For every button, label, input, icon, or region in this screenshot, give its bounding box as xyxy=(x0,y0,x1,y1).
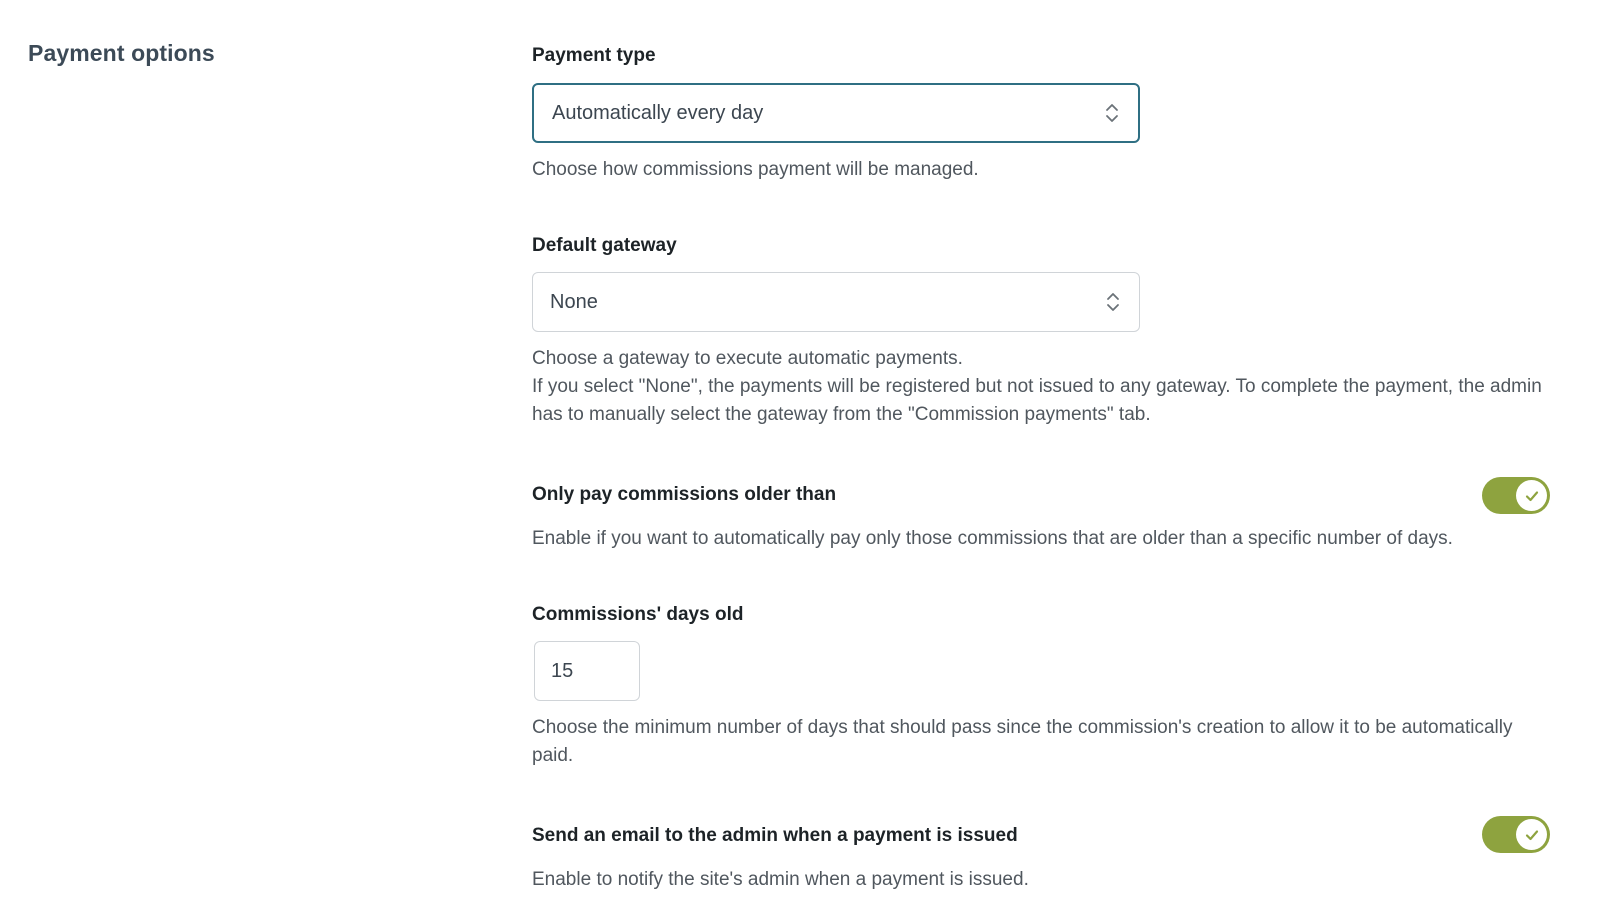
default-gateway-select[interactable] xyxy=(532,272,1140,332)
only-pay-older-label: Only pay commissions older than xyxy=(532,484,837,505)
send-email-label: Send an email to the admin when a payment is issued xyxy=(532,825,1018,846)
payment-type-label: Payment type xyxy=(532,45,656,66)
check-icon xyxy=(1524,827,1540,843)
days-old-description: Choose the minimum number of days that should pass since the commission's creation to allow it to be automatically paid. xyxy=(532,717,1513,766)
days-old-value: 15 xyxy=(551,659,574,682)
default-gateway-value: None xyxy=(550,290,598,313)
toggle-knob xyxy=(1516,480,1547,511)
only-pay-older-description: Enable if you want to automatically pay only those commissions that are older than a specific number of days. xyxy=(532,528,1453,549)
default-gateway-label: Default gateway xyxy=(532,235,677,256)
check-icon xyxy=(1524,488,1540,504)
days-old-input[interactable] xyxy=(534,641,640,701)
default-gateway-description-line: Choose a gateway to execute automatic payments. xyxy=(532,348,963,369)
days-old-label: Commissions' days old xyxy=(532,604,744,625)
send-email-description: Enable to notify the site's admin when a payment is issued. xyxy=(532,869,1029,890)
default-gateway-description-line: If you select "None", the payments will be registered but not issued to any gateway. To complete the payment, the admin has to manually select the gateway from the "Commission payments" tab. xyxy=(532,376,1542,425)
chevron-up-down-icon xyxy=(1104,101,1120,125)
default-gateway-description xyxy=(532,345,1552,429)
only-pay-older-toggle[interactable] xyxy=(1482,477,1550,514)
payment-type-description: Choose how commissions payment will be managed. xyxy=(532,159,979,180)
section-title: Payment options xyxy=(28,40,215,66)
send-email-toggle[interactable] xyxy=(1482,816,1550,853)
payment-type-value: Automatically every day xyxy=(552,101,764,124)
payment-type-select[interactable] xyxy=(532,83,1140,143)
toggle-knob xyxy=(1516,819,1547,850)
chevron-up-down-icon xyxy=(1105,290,1121,314)
